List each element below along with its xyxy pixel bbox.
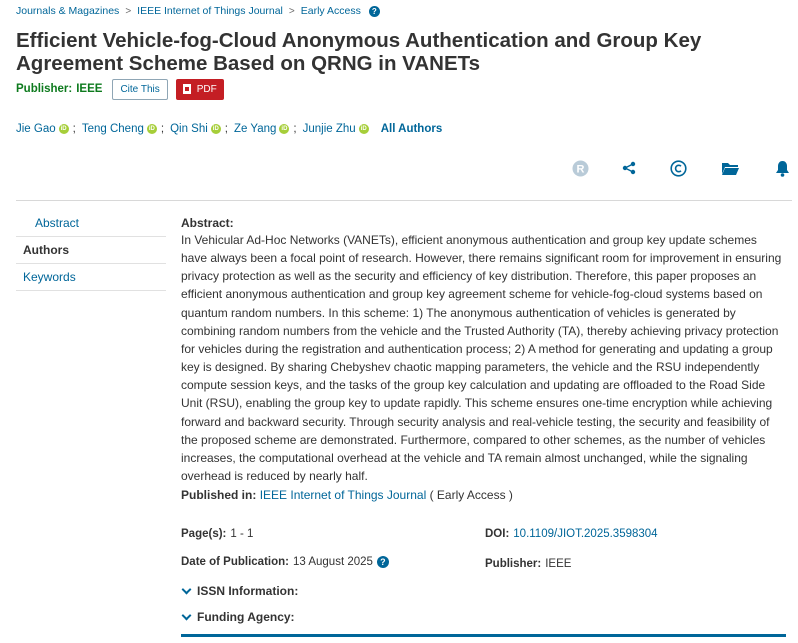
author-name: Jie Gao xyxy=(16,123,56,135)
date-value: 13 August 2025 xyxy=(292,556,373,568)
pdf-button[interactable] xyxy=(176,79,224,100)
publisher-meta-value: IEEE xyxy=(545,558,572,570)
orcid-icon[interactable]: iD xyxy=(281,126,288,132)
funding-agency-toggle[interactable] xyxy=(181,610,295,624)
author-link[interactable] xyxy=(303,123,369,135)
author-name: Teng Cheng xyxy=(81,123,144,135)
chevron-down-icon xyxy=(182,611,192,621)
publication-status: ( Early Access ) xyxy=(429,488,513,502)
orcid-icon[interactable]: iD xyxy=(212,126,219,132)
svg-text:R: R xyxy=(576,163,584,175)
breadcrumb-early-access[interactable]: Early Access xyxy=(300,5,361,17)
nav-authors[interactable]: Authors xyxy=(16,237,166,264)
date-label: Date of Publication: xyxy=(181,556,289,568)
author-separator: ; xyxy=(293,123,297,135)
alert-bell-icon[interactable] xyxy=(772,158,792,178)
author-separator: ; xyxy=(72,123,76,135)
help-icon[interactable]: ? xyxy=(369,6,380,17)
rights-icon[interactable] xyxy=(570,158,590,178)
author-link[interactable] xyxy=(16,123,69,135)
publisher-meta-label: Publisher: xyxy=(485,558,542,570)
folder-icon[interactable] xyxy=(720,158,740,178)
all-authors-link[interactable]: All Authors xyxy=(380,123,443,135)
orcid-icon[interactable]: iD xyxy=(360,126,367,132)
abstract-text: In Vehicular Ad-Hoc Networks (VANETs), efficient anonymous authentication and group key update schemes have always been a focal point of research. However, there remains significant room for improvement in ensuring privacy protection as well as the security and efficiency of key distribution. Therefore, this paper proposes an efficient anonymous authentication and group key agreement scheme for vehicle-fog-cloud systems based on quantum random numbers. In this scheme: 1) The anonymous authentication of vehicles is generated by combining random numbers from the vehicle and the Trusted Authority (TA), thereby achieving privacy protection for vehicles during the registration and authentication process; 2) A method for generating and updating a group key is designed. By sharing Chebyshev chaotic mapping parameters, the vehicle and the RSU independently compute session keys, and the tasks of the group key calculation and updating are offloaded to the Road Side Unit (RSU), enabling the group key to update rapidly. This scheme ensures one-time encryption while achieving forward and backward security. Through security analysis and real-vehicle testing, the security and feasibility of the proposed scheme are demonstrated. Furthermore, compared to other schemes, as the number of vehicles increases, the computational overhead at the vehicle and TA remain almost unchanged, while the signaling overhead is reduced by nearly half. xyxy=(181,233,782,484)
breadcrumb-iot-journal[interactable]: IEEE Internet of Things Journal xyxy=(137,5,283,17)
funding-label: Funding Agency: xyxy=(197,610,295,624)
author-link[interactable] xyxy=(82,123,157,135)
doi-link[interactable]: 10.1109/JIOT.2025.3598304 xyxy=(513,528,658,540)
breadcrumb-separator: > xyxy=(288,5,295,17)
nav-keywords[interactable]: Keywords xyxy=(16,264,166,291)
pdf-file-icon xyxy=(183,84,191,94)
author-link[interactable] xyxy=(170,123,221,135)
chevron-down-icon xyxy=(182,585,192,595)
cite-this-button[interactable] xyxy=(112,79,167,100)
pdf-label: PDF xyxy=(196,83,217,95)
pages-info xyxy=(181,528,253,540)
publisher-row xyxy=(16,78,224,100)
doi-info xyxy=(485,528,658,540)
help-icon[interactable]: ? xyxy=(377,556,389,568)
author-separator: ; xyxy=(224,123,228,135)
publisher-name: IEEE xyxy=(76,83,103,95)
author-link[interactable] xyxy=(234,123,289,135)
abstract-heading: Abstract: xyxy=(181,216,234,230)
author-name: Ze Yang xyxy=(234,123,277,135)
published-in-label: Published in: xyxy=(181,488,257,502)
section-divider xyxy=(16,200,792,201)
author-list xyxy=(16,121,442,137)
issn-information-toggle[interactable] xyxy=(181,584,298,598)
share-icon[interactable] xyxy=(619,158,639,178)
orcid-icon[interactable]: iD xyxy=(148,126,155,132)
author-name: Qin Shi xyxy=(170,123,208,135)
orcid-icon[interactable]: iD xyxy=(60,126,67,132)
breadcrumb-separator: > xyxy=(125,5,132,17)
breadcrumb xyxy=(16,4,380,18)
pages-label: Page(s): xyxy=(181,528,227,540)
publisher-label: Publisher: xyxy=(16,83,73,95)
author-separator: ; xyxy=(160,123,165,135)
breadcrumb-journals-magazines[interactable]: Journals & Magazines xyxy=(16,5,120,17)
issn-label: ISSN Information: xyxy=(197,584,299,598)
nav-abstract[interactable]: Abstract xyxy=(16,210,166,237)
article-side-nav xyxy=(16,210,166,291)
article-action-icons xyxy=(0,158,798,178)
section-bottom-rule xyxy=(181,634,786,637)
article-title: Efficient Vehicle-fog-Cloud Anonymous Authentication and Group Key Agreement Scheme Based on QRNG in VANETs xyxy=(16,29,702,75)
abstract-section xyxy=(181,215,786,485)
author-name: Junjie Zhu xyxy=(302,123,356,135)
copyright-icon[interactable] xyxy=(668,158,688,178)
published-in xyxy=(181,488,513,502)
publisher-info xyxy=(485,558,571,570)
cite-this-label: Cite This xyxy=(120,83,160,95)
pages-value: 1 - 1 xyxy=(230,528,254,540)
journal-link[interactable]: IEEE Internet of Things Journal xyxy=(259,488,427,502)
date-of-publication xyxy=(181,556,389,568)
doi-label: DOI: xyxy=(485,528,510,540)
